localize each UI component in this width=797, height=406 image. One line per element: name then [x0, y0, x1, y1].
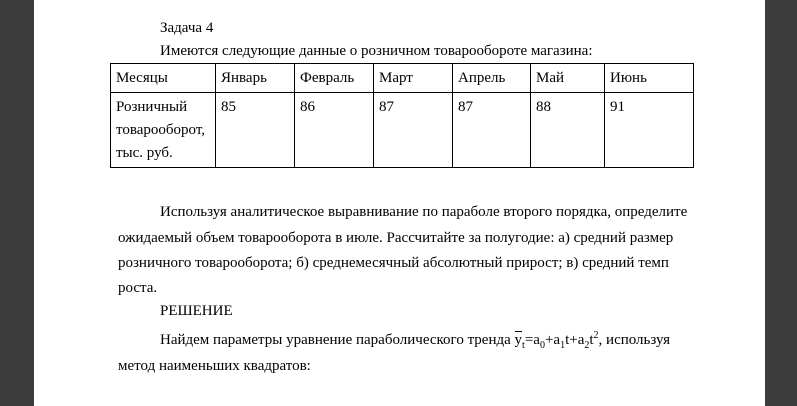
- row-label-line: товарооборот,: [116, 122, 206, 138]
- turnover-table: [110, 63, 694, 168]
- value-cell: 85: [216, 93, 295, 168]
- header-cell: Месяцы: [111, 64, 216, 93]
- value-cell: 87: [374, 93, 453, 168]
- formula-sub: t: [522, 340, 525, 351]
- value-cell: 86: [295, 93, 374, 168]
- formula-part: t+a: [565, 332, 585, 348]
- formula-y: y: [514, 332, 523, 348]
- value-cell: 91: [605, 93, 694, 168]
- header-cell: Июнь: [605, 64, 694, 93]
- solution-line-1: [160, 327, 670, 355]
- formula-part: =a: [524, 332, 540, 348]
- table-row: [111, 93, 694, 168]
- header-cell: Май: [531, 64, 605, 93]
- solution-text: , используя: [598, 332, 671, 348]
- document-page: [34, 0, 765, 406]
- question-line: розничного товарооборота; б) среднемесячный абсолютный прирост; в) средний темп: [118, 255, 669, 271]
- formula-sup: 2: [593, 330, 599, 341]
- task-title: Задача 4: [160, 20, 214, 36]
- formula-part: +a: [544, 332, 561, 348]
- formula-part: t: [589, 332, 594, 348]
- task-intro: Имеются следующие данные о розничном товарообороте магазина:: [160, 43, 593, 59]
- formula-sub: 0: [539, 340, 545, 351]
- row-label-line: тыс. руб.: [116, 145, 173, 161]
- question-line: ожидаемый объем товарооборота в июле. Рассчитайте за полугодие: а) средний размер: [118, 230, 674, 246]
- value-cell: 87: [453, 93, 531, 168]
- solution-heading: РЕШЕНИЕ: [160, 303, 233, 319]
- header-cell: Январь: [216, 64, 295, 93]
- header-cell: Март: [374, 64, 453, 93]
- solution-line-2: метод наименьших квадратов:: [118, 358, 311, 374]
- header-cell: Апрель: [453, 64, 531, 93]
- formula-sub: 2: [584, 340, 590, 351]
- formula-sub: 1: [560, 340, 566, 351]
- value-cell: 88: [531, 93, 605, 168]
- header-cell: Февраль: [295, 64, 374, 93]
- question-line: роста.: [118, 280, 158, 296]
- row-label-line: Розничный: [116, 99, 188, 115]
- trend-formula: [515, 331, 523, 349]
- question-line: Используя аналитическое выравнивание по параболе второго порядка, определите: [160, 204, 688, 220]
- solution-text: Найдем параметры уравнение параболического тренда: [160, 332, 515, 348]
- table-header-row: [111, 64, 694, 93]
- row-label-cell: [111, 93, 216, 168]
